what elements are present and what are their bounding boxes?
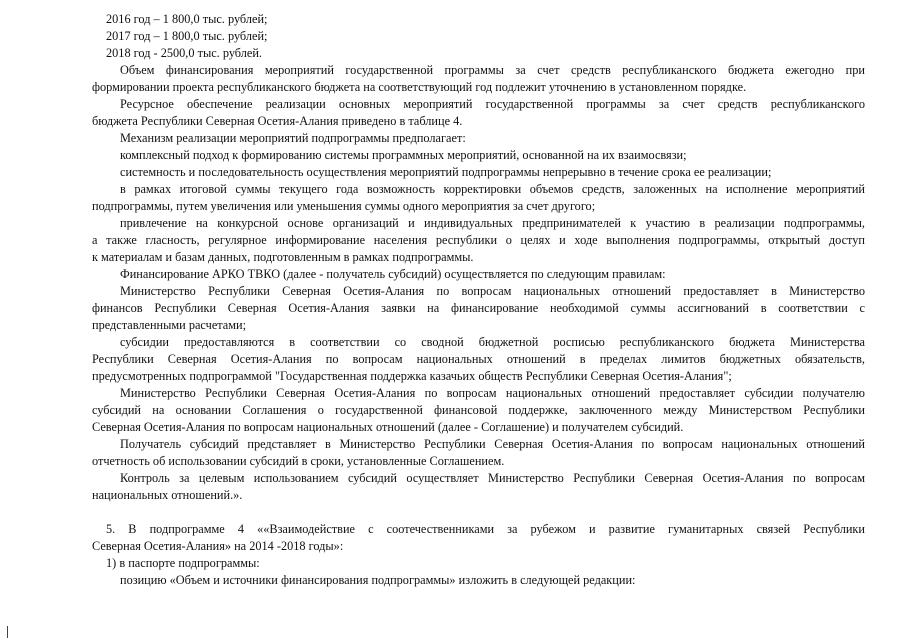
text-line: а также гласность, регулярное информирование населения республики о целях и ходе выполнения подпрограммы, открытый доступ [92,233,865,247]
text-line: бюджета Республики Северная Осетия-Алания приведено в таблице 4. [92,114,463,128]
funding-year-2017: 2017 год – 1 800,0 тыс. рублей; [106,29,268,43]
text-line: Министерство Республики Северная Осетия-Алания по вопросам национальных отношений предоставляет субсидии получателю [120,386,865,400]
scan-edge-mark [7,626,8,638]
text-line: национальных отношений.». [92,488,243,502]
text-line: Республики Северная Осетия-Алания по вопросам национальных отношений в пределах лимитов бюджетных обязательств, [92,352,865,366]
text-line: субсидий на основании Соглашения о государственной финансовой поддержке, заключенного между Министерством Республики [92,403,865,417]
funding-year-2016: 2016 год – 1 800,0 тыс. рублей; [106,12,268,26]
text-line: системность и последовательность осуществления мероприятий подпрограммы непрерывно в течение срока ее реализации; [120,165,772,179]
text-line: Ресурсное обеспечение реализации основных мероприятий государственной программы за счет средств республиканского [120,97,865,111]
text-line: Механизм реализации мероприятий подпрограммы предполагает: [120,131,466,145]
text-line: финансов Республики Северная Осетия-Алания заявки на финансирование необходимой суммы ассигнований в соответствии с [92,301,865,315]
text-line: 1) в паспорте подпрограммы: [106,556,260,570]
text-line: комплексный подход к формированию системы программных мероприятий, основанной на их взаимосвязи; [120,148,687,162]
text-line: формировании проекта республиканского бюджета на соответствующий год подлежит уточнению в установленном порядке. [92,80,747,94]
text-line: подпрограммы, путем увеличения или уменьшения суммы одного мероприятия за счет другого; [92,199,596,213]
section-heading: 5. В подпрограмме 4 ««Взаимодействие с соотечественниками за рубежом и развитие гуманитарных связей Республики [106,522,865,536]
text-line: к материалам и базам данных, подготовленным в рамках подпрограммы. [92,250,474,264]
text-line: предусмотренных подпрограммой "Государственная поддержка казачьих обществ Республики Северная Осетия-Алания"; [92,369,732,383]
text-line: Контроль за целевым использованием субсидий осуществляет Министерство Республики Северная Осетия-Алания по вопросам [120,471,865,485]
text-line: позицию «Объем и источники финансирования подпрограммы» изложить в следующей редакции: [120,573,636,587]
text-line: Финансирование АРКО ТВКО (далее - получатель субсидий) осуществляется по следующим правилам: [120,267,666,281]
text-line: привлечение на конкурсной основе организаций и индивидуальных предпринимателей к участию в реализации подпрограммы, [120,216,865,230]
text-line: в рамках итоговой суммы текущего года возможность корректировки объемов средств, заложенных на исполнение мероприятий [120,182,865,196]
text-line: Северная Осетия-Алания» на 2014 -2018 годы»: [92,539,344,553]
text-line: Получатель субсидий представляет в Министерство Республики Северная Осетия-Алания по вопросам национальных отношений [120,437,865,451]
text-line: Объем финансирования мероприятий государственной программы за счет средств республиканского бюджета ежегодно при [120,63,865,77]
text-line: представленными расчетами; [92,318,247,332]
text-line: субсидии предоставляются в соответствии со сводной бюджетной росписью республиканского бюджета Министерства [120,335,865,349]
funding-year-2018: 2018 год - 2500,0 тыс. рублей. [106,46,263,60]
text-line: Министерство Республики Северная Осетия-Алания по вопросам национальных отношений предоставляет в Министерство [120,284,865,298]
text-line: Северная Осетия-Алания по вопросам национальных отношений (далее - Соглашение) и получателем субсидий. [92,420,684,434]
text-line: отчетность об использовании субсидий в сроки, установленные Соглашением. [92,454,505,468]
